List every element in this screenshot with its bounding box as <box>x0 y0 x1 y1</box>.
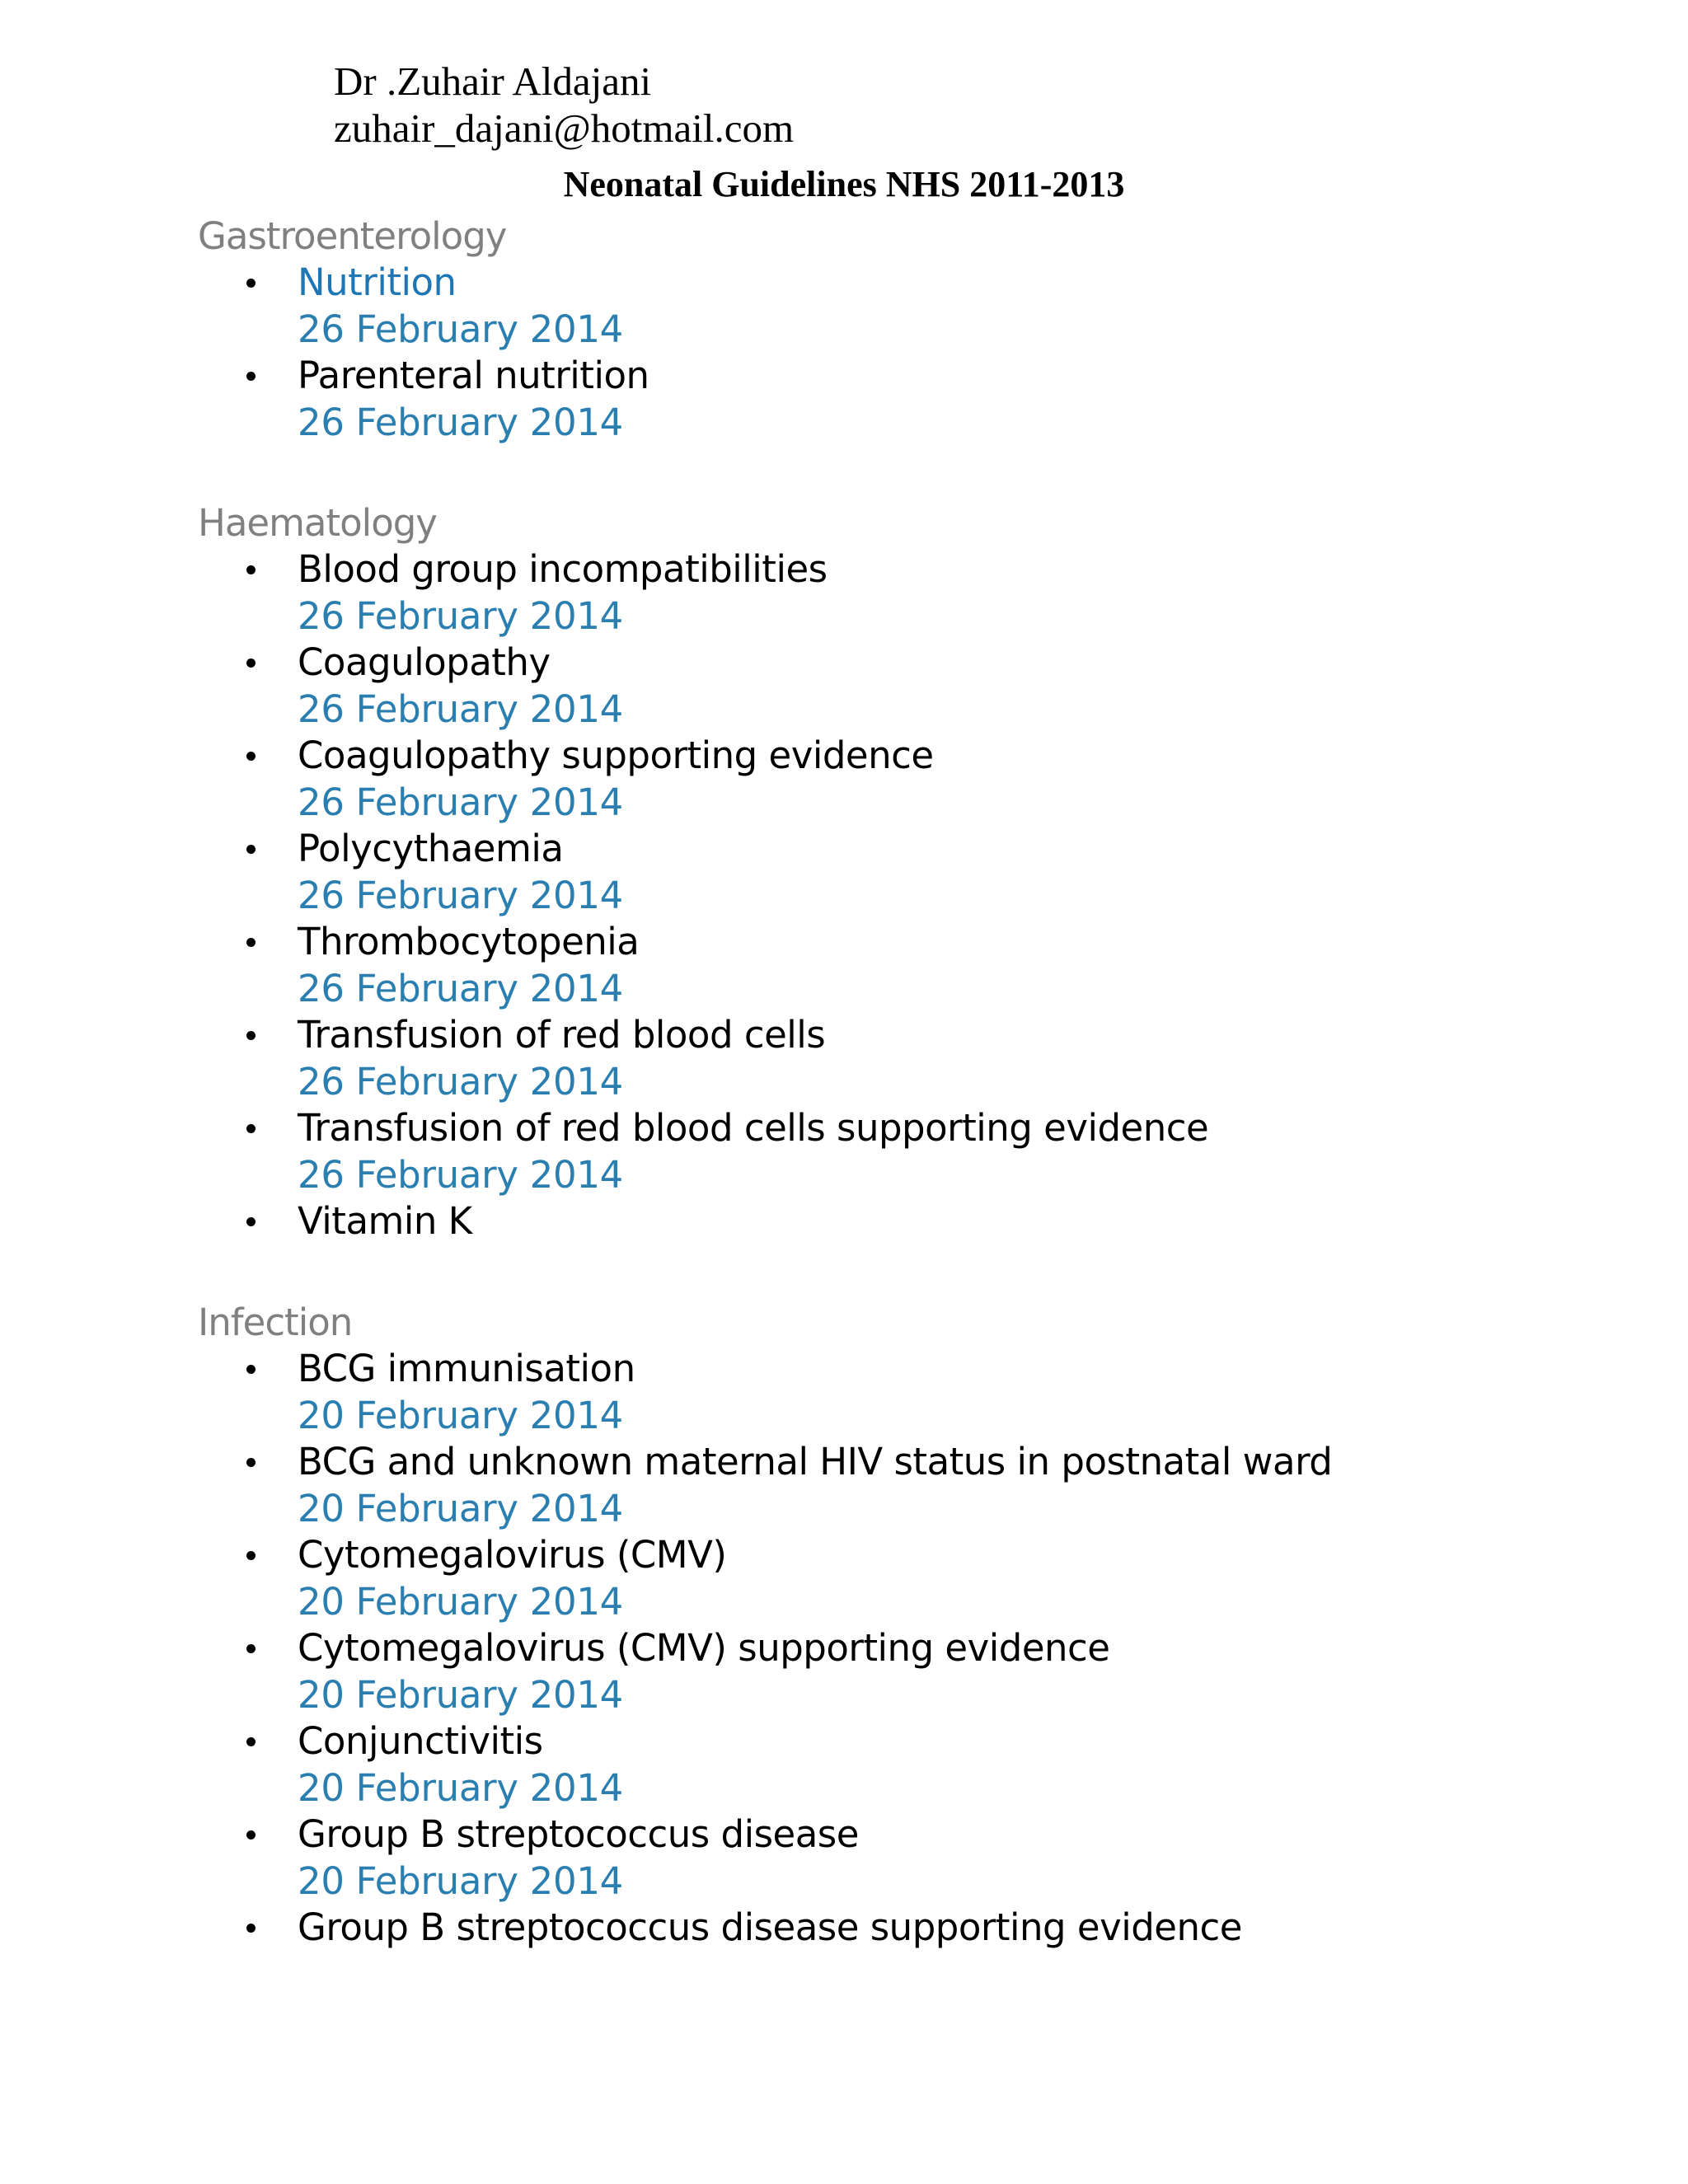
list-item <box>198 1439 1332 1532</box>
list-item <box>198 1625 1332 1718</box>
section-heading: Haematology <box>198 501 437 545</box>
author-email: zuhair_dajani@hotmail.com <box>334 105 795 151</box>
guideline-title: Transfusion of red blood cells <box>298 1013 826 1057</box>
document-title: Neonatal Guidelines NHS 2011-2013 <box>563 164 1125 204</box>
bullet-icon <box>246 372 256 381</box>
guideline-date: 20 February 2014 <box>298 1486 623 1530</box>
author-name: Dr .Zuhair Aldajani <box>334 59 652 104</box>
bullet-icon <box>246 1365 256 1374</box>
bullet-icon <box>246 658 256 668</box>
bullet-icon <box>246 1124 256 1133</box>
guideline-list <box>198 260 649 446</box>
list-item <box>198 1198 1208 1245</box>
list-item <box>198 546 1208 640</box>
list-item <box>198 353 649 446</box>
guideline-title: Group B streptococcus disease supporting evidence <box>298 1905 1242 1949</box>
guideline-title: Thrombocytopenia <box>298 920 640 963</box>
bullet-icon <box>246 938 256 947</box>
bullet-icon <box>246 1458 256 1467</box>
guideline-date: 20 February 2014 <box>298 1765 623 1810</box>
guideline-title: Coagulopathy supporting evidence <box>298 733 934 777</box>
bullet-icon <box>246 845 256 854</box>
list-item <box>198 1105 1208 1198</box>
bullet-icon <box>246 752 256 761</box>
guideline-title: Group B streptococcus disease <box>298 1812 859 1856</box>
list-item <box>198 826 1208 919</box>
bullet-icon <box>246 565 256 574</box>
guideline-date: 26 February 2014 <box>298 1152 623 1197</box>
bullet-icon <box>246 279 256 288</box>
bullet-icon <box>246 1737 256 1746</box>
guideline-title: BCG immunisation <box>298 1347 635 1390</box>
guideline-title: Conjunctivitis <box>298 1719 543 1763</box>
guideline-date: 20 February 2014 <box>298 1858 623 1903</box>
guideline-title: Parenteral nutrition <box>298 354 649 397</box>
guideline-list <box>198 546 1208 1245</box>
bullet-icon <box>246 1551 256 1560</box>
guideline-title: Polycythaemia <box>298 827 564 870</box>
list-item <box>198 1532 1332 1625</box>
guideline-link[interactable]: Nutrition <box>298 260 457 304</box>
guideline-date: 26 February 2014 <box>298 593 623 638</box>
bullet-icon <box>246 1217 256 1226</box>
guideline-title: Transfusion of red blood cells supporting evidence <box>298 1106 1209 1150</box>
guideline-date: 20 February 2014 <box>298 1672 623 1717</box>
list-item <box>198 1718 1332 1811</box>
bullet-icon <box>246 1031 256 1040</box>
list-item <box>198 919 1208 1012</box>
guideline-title: BCG and unknown maternal HIV status in postnatal ward <box>298 1440 1333 1483</box>
guideline-date: 20 February 2014 <box>298 1579 623 1624</box>
bullet-icon <box>246 1644 256 1653</box>
list-item <box>198 1346 1332 1439</box>
guideline-date: 26 February 2014 <box>298 1059 623 1104</box>
list-item <box>198 260 649 353</box>
guideline-date: 26 February 2014 <box>298 307 623 351</box>
guideline-date: 26 February 2014 <box>298 780 623 824</box>
guideline-date: 26 February 2014 <box>298 966 623 1010</box>
list-item <box>198 733 1208 826</box>
list-item <box>198 640 1208 733</box>
guideline-title: Vitamin K <box>298 1199 472 1243</box>
section-infection <box>198 1299 1332 1952</box>
guideline-title: Coagulopathy <box>298 640 551 684</box>
list-item <box>198 1905 1332 1952</box>
bullet-icon <box>246 1924 256 1933</box>
guideline-title: Cytomegalovirus (CMV) <box>298 1533 727 1577</box>
section-haematology <box>198 499 1208 1245</box>
list-item <box>198 1012 1208 1105</box>
guideline-title: Blood group incompatibilities <box>298 547 828 591</box>
section-heading: Infection <box>198 1301 353 1344</box>
guideline-date: 26 February 2014 <box>298 687 623 731</box>
guideline-date: 26 February 2014 <box>298 873 623 917</box>
section-gastroenterology <box>198 213 649 446</box>
guideline-title: Cytomegalovirus (CMV) supporting evidence <box>298 1626 1110 1670</box>
author-block <box>334 58 794 152</box>
guideline-list <box>198 1346 1332 1952</box>
guideline-date: 26 February 2014 <box>298 400 623 444</box>
section-heading: Gastroenterology <box>198 214 507 258</box>
list-item <box>198 1811 1332 1905</box>
guideline-date: 20 February 2014 <box>298 1393 623 1437</box>
bullet-icon <box>246 1830 256 1840</box>
